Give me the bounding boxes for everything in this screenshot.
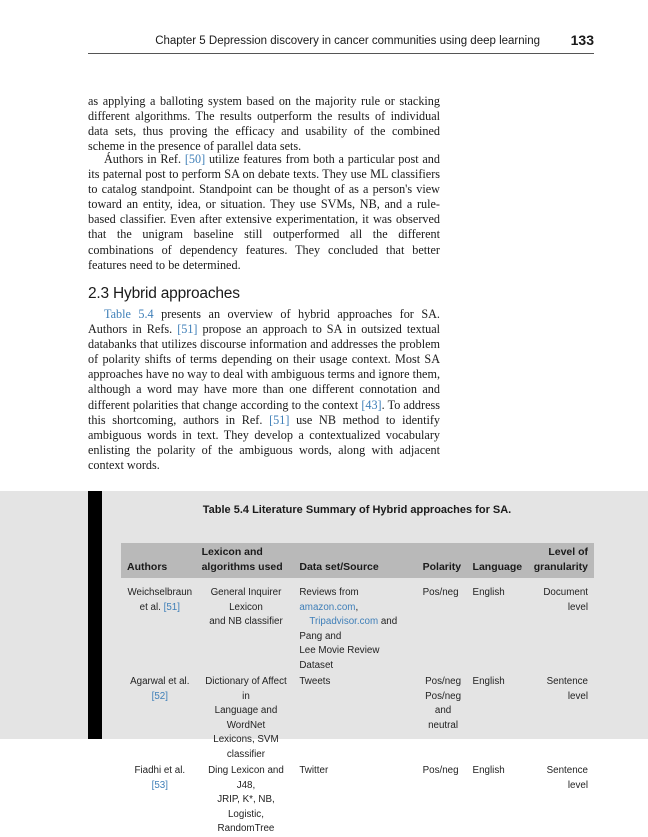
lexicon-line2: and NB classifier: [209, 616, 283, 627]
paragraph-3-text-b: propose an approach to SA in outsized textual databanks that utilizes discourse information and addresses the problem of polarity shifts of terms depending on their usage context. Most SA approaches have no way to deal with ambiguous terms and ignore them, although a word may have more than one different connotation and different polarities that change according to the context: [88, 322, 440, 412]
granularity-line2: level: [567, 601, 588, 613]
paragraph-3: [88, 307, 440, 473]
dataset-link-amazon[interactable]: amazon.com: [299, 601, 356, 613]
running-head: [88, 33, 594, 54]
dataset-text-b: ,: [355, 601, 359, 613]
cell-polarity: [417, 673, 467, 762]
polarity-line4: neutral: [428, 719, 459, 731]
granularity-line1: Document: [543, 587, 588, 598]
polarity-line1: Pos/neg: [422, 587, 459, 598]
dataset-text-d: Lee Movie Review Dataset: [299, 645, 380, 671]
lexicon-line1: General Inquirer Lexicon: [210, 587, 282, 613]
lexicon-line3: Lexicons, SVM classifier: [213, 734, 279, 760]
author-line2: [127, 690, 193, 705]
lexicon-line1: Dictionary of Affect in: [205, 676, 287, 702]
literature-table: [121, 543, 594, 837]
table-row: [121, 673, 594, 762]
citation-link[interactable]: [51]: [269, 412, 290, 427]
lexicon-line2: JRIP, K*, NB, Logistic,: [217, 794, 275, 820]
cell-language: English: [472, 587, 505, 598]
cell-author: [121, 762, 196, 837]
granularity-line1: Sentence: [546, 765, 588, 776]
paragraph-3-text-a: presents an overview of hybrid approaches for SA. Authors in Refs.: [88, 307, 440, 337]
cell-granularity: [525, 762, 594, 837]
table-row: [121, 578, 594, 673]
cell-lexicon: [196, 762, 294, 837]
cell-author: [121, 673, 196, 762]
author-line2: [127, 601, 193, 616]
cell-polarity: [417, 762, 467, 837]
author-line1: Weichselbraun: [127, 587, 193, 598]
author-etal: et al.: [139, 601, 164, 613]
table-caption: Table 5.4 Literature Summary of Hybrid approaches for SA.: [202, 504, 512, 516]
granularity-line1: Sentence: [546, 676, 588, 687]
paragraph-2: [88, 152, 440, 273]
citation-link[interactable]: [51]: [163, 601, 180, 613]
citation-link[interactable]: [52]: [151, 690, 168, 702]
header-lexicon-line2: algorithms used: [201, 561, 283, 573]
lexicon-line2: Language and WordNet: [214, 705, 278, 731]
table-row: [121, 762, 594, 837]
page-number: 133: [570, 32, 594, 48]
author-line2: [127, 779, 193, 794]
lexicon-line1: Ding Lexicon and J48,: [208, 765, 284, 791]
paragraph-3-text-c: . To address this shortcoming, authors in Ref.: [88, 397, 440, 427]
cell-dataset: Tweets: [299, 676, 331, 687]
author-line1: Agarwal et al.: [130, 676, 190, 687]
cell-polarity: [417, 578, 467, 673]
cell-dataset: [293, 578, 416, 673]
chapter-title: Chapter 5 Depression discovery in cancer communities using deep learning: [155, 35, 540, 47]
cell-dataset: Twitter: [299, 765, 329, 776]
cell-granularity: [525, 673, 594, 762]
citation-link[interactable]: [53]: [151, 779, 168, 791]
cell-language: English: [472, 676, 505, 687]
lexicon-line3: RandomTree: [217, 823, 275, 834]
header-lexicon-line1: Lexicon and: [201, 546, 263, 558]
header-language: Language: [467, 543, 526, 578]
citation-link[interactable]: [50]: [184, 152, 206, 166]
paragraph-2-text-b: utilize features from both a particular post and its paternal post to perform SA on debate texts. They use ML classifiers to catalog standpoint. Standpoint can be thought of as a person's view toward an entity, idea, or situation. They use SVMs, NB, and a rule-based classifier. Even after extensive experimentation, it was observed that the unigram baseline still outperformed all the different combinations of dependency features. They concluded that better features need to be determined.: [88, 152, 440, 272]
header-authors: Authors: [121, 543, 196, 578]
granularity-line2: level: [567, 690, 588, 702]
header-granularity: [525, 543, 594, 578]
table-panel: [0, 491, 648, 834]
table-header-row: [121, 543, 594, 578]
paragraph-1: as applying a balloting system based on the majority rule or stacking different algorithms. The results outperform the results of individual data sets, thus proving the efficacy and usability of the combined scheme in the presence of parallel data sets.: [88, 94, 440, 154]
polarity-line1: Pos/neg: [422, 765, 459, 776]
header-polarity: Polarity: [417, 543, 467, 578]
cell-lexicon: [196, 673, 294, 762]
citation-link[interactable]: [43]: [361, 397, 382, 412]
paragraph-2-text-a: Áuthors in Ref.: [104, 152, 185, 166]
polarity-line1: Pos/neg: [425, 676, 462, 687]
header-granularity-line2: granularity: [533, 561, 588, 573]
citation-link[interactable]: [51]: [177, 322, 198, 337]
dataset-text-a: Reviews from: [299, 587, 359, 598]
polarity-line3: and: [434, 705, 452, 716]
paragraph-3-text-d: use NB method to identify ambiguous words in text. They develop a contextualized vocabulary enlisting the polarity of the ambiguous words, along with adjacent context words.: [88, 412, 440, 472]
cell-language: English: [472, 765, 505, 776]
author-line1: Fiadhi et al.: [134, 765, 186, 776]
header-granularity-line1: Level of: [548, 546, 588, 558]
header-dataset: Data set/Source: [293, 543, 416, 578]
cell-granularity: [525, 578, 594, 673]
table-side-bar: [88, 491, 102, 739]
polarity-line2: Pos/neg: [425, 690, 462, 702]
granularity-line2: level: [567, 779, 588, 791]
section-heading: 2.3 Hybrid approaches: [88, 285, 240, 302]
dataset-link-tripadvisor[interactable]: Tripadvisor.com: [309, 616, 379, 627]
dataset-text-c: and Pang and: [299, 616, 398, 642]
cell-lexicon: [196, 578, 294, 673]
header-lexicon: [196, 543, 294, 578]
cell-author: [121, 578, 196, 673]
table-reference-link[interactable]: Table 5.4: [104, 307, 154, 321]
